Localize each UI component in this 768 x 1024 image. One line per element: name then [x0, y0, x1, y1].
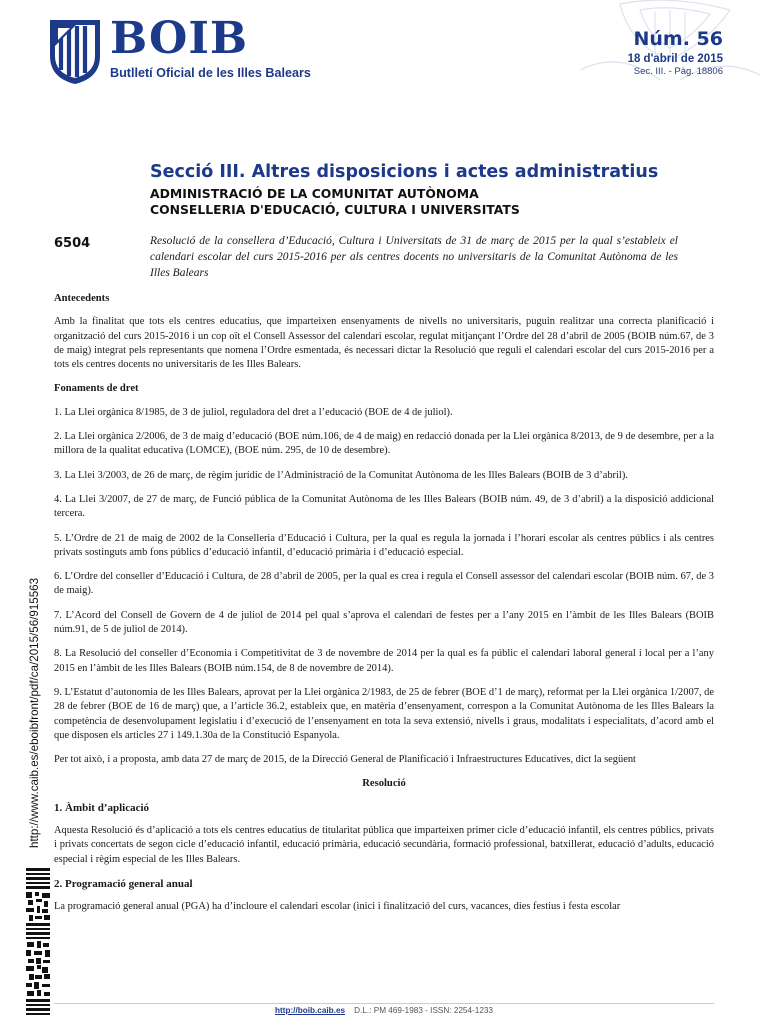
issue-date: 18 d'abril de 2015	[627, 53, 723, 65]
footer	[0, 1006, 768, 1015]
footer-legal: D.L.: PM 469-1983 - ISSN: 2254-1233	[354, 1006, 493, 1015]
administration-name: ADMINISTRACIÓ DE LA COMUNITAT AUTÒNOMA	[150, 186, 479, 201]
administration-heading	[150, 186, 520, 218]
fonaments-heading: Fonaments de dret	[54, 383, 139, 395]
footer-divider	[54, 1003, 714, 1004]
fonament-item: 4. La Llei 3/2007, de 27 de març, de Funció pública de la Comunitat Autònoma de les Illes Balears (BOIB núm. 49, de 3 d’abril) a la disposició addicional tercera.	[54, 493, 714, 520]
fonament-item: 8. La Resolució del conseller d’Economia i Competitivitat de 3 de novembre de 2014 per la qual es fa públic el calendari laboral general i local per a l’any 2015 en l’àmbit de les Illes Balears (BOIB núm.154, de 8 de novembre de 2014).	[54, 648, 714, 674]
article-2-text: La programació general anual (PGA) ha d’incloure el calendari escolar (inici i finalització del curs, vacances, dies festius i festa escolar	[54, 901, 621, 913]
resolucio-heading: Resolució	[362, 778, 406, 790]
article-2-heading: 2. Programació general anual	[54, 877, 193, 890]
document-number: 6504	[54, 236, 91, 251]
logo-subtitle: Butlletí Oficial de les Illes Balears	[110, 66, 311, 80]
fonament-item: 2. La Llei orgànica 2/2006, de 3 de maig d’educació (BOE núm.106, de 4 de maig) en redacció donada per la Llei orgànica 8/2013, de 9 de desembre, per a la millora de la qualitat educativa (LOMCE), (BOE núm. 295, de 10 de desembre).	[54, 431, 714, 457]
issue-number: Núm. 56	[633, 28, 723, 50]
article-1-text: Aquesta Resolució és d’aplicació a tots els centres educatius de titularitat pública que imparteixen primer cicle d’educació infantil, els centres públics, privats i privats concertats de segon cicle d’educació infantil, educació primària, educació secundària, formació professional, batxillerat, educació d’adults, educació especial i règim especial de les Illes Balears.	[54, 825, 714, 865]
fonament-item: 6. L’Ordre del conseller d’Educació i Cultura, de 28 d’abril de 2005, per la qual es crea i regula el Consell assessor del calendari escolar (BOIB núm. 67, de 3 de maig).	[54, 571, 714, 597]
coat-of-arms-icon	[46, 16, 104, 86]
boib-logo: BOIB	[110, 13, 249, 64]
antecedents-heading: Antecedents	[54, 293, 110, 304]
fonament-item: 1. La Llei orgànica 8/1985, de 3 de juliol, reguladora del dret a l’educació (BOE de 4 de juliol).	[54, 406, 453, 418]
vertical-document-url[interactable]: http://www.caib.es/eboibfront/pdf/ca/2015/56/915563	[28, 577, 41, 848]
issue-info	[628, 28, 723, 78]
department-name: CONSELLERIA D'EDUCACIÓ, CULTURA I UNIVERSITATS	[150, 202, 520, 217]
barcode-icon	[26, 868, 50, 1018]
fonament-item: 9. L’Estatut d’autonomia de les Illes Balears, aprovat per la Llei orgànica 2/1983, de 25 de febrer (BOE d’1 de març), reformat per la Llei orgànica 1/2007, de 28 de febrer (BOE de 16 de març) que, a l’article 36.2, estableix que, en matèria d’ensenyament, correspon a la Comunitat Autònoma de les Illes Balears la competència de desenvolupament legislatiu i d’execució de l’ensenyament en tota la seva extensió, nivells i graus, modalitats i especialitats, d’acord amb el que disposen els articles 27 i 149.1.30a de la Constitució Espanyola.	[54, 686, 714, 741]
section-title: Secció III. Altres disposicions i actes administratius	[150, 162, 659, 182]
closing-paragraph: Per tot això, i a proposta, amb data 27 de març de 2015, de la Direcció General de Planificació i Infraestructures Educatives, dict la següent	[54, 754, 636, 766]
document-summary: Resolució de la consellera d’Educació, Cultura i Universitats de 31 de març de 2015 per la qual s’estableix el calendari escolar del curs 2015-2016 per als centres docents no universitaris de la Comunitat Autònoma de les Illes Balears	[150, 235, 678, 279]
article-1-heading: 1. Àmbit d’aplicació	[54, 801, 150, 814]
section-page: Sec. III. - Pàg. 18806	[633, 66, 723, 77]
fonament-item: 7. L’Acord del Consell de Govern de 4 de juliol de 2014 pel qual s’aprova el calendari de festes per a l’any 2015 en l’àmbit de les Illes Balears (BOIB núm.91, de 5 de juliol de 2014).	[54, 609, 714, 636]
antecedents-paragraph: Amb la finalitat que tots els centres educatius, que imparteixen ensenyaments de nivells no universitaris, puguin realitzar una correcta planificació i organització del curs 2015-2016 i un cop oït el Consell Assessor del calendari escolar, regulat mitjançant l’Ordre del 28 d’abril de 2005 (BOIB núm.67, de 3 de maig) integrat pels representants que nomena l’Ordre esmentada, és necessari dictar la Resolució que reguli el calendari escolar del curs 2015-2016 per a tots els centres docents no universitaris de les Illes Balears.	[54, 316, 714, 371]
footer-url-link[interactable]: http://boib.caib.es	[275, 1006, 346, 1015]
document-body	[54, 292, 714, 925]
fonament-item: 5. L’Ordre de 21 de maig de 2002 de la Conselleria d’Educació i Cultura, per la qual es regula la jornada i l’horari escolar als centres públics i als centres privats sostinguts amb fons públics d’educació infantil, d’educació primària i d’educació especial.	[54, 532, 714, 558]
fonament-item: 3. La Llei 3/2003, de 26 de març, de règim jurídic de l’Administració de la Comunitat Autònoma de les Illes Balears (BOIB de 3 d’abril).	[54, 469, 628, 481]
